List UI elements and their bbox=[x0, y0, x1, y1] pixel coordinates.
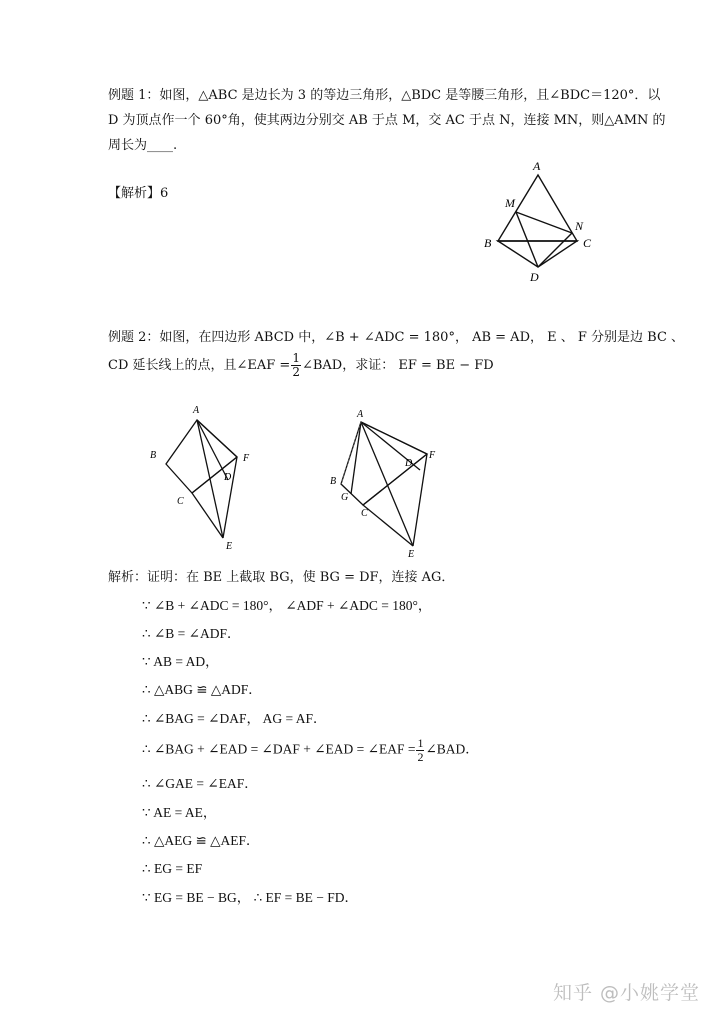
ex2-fig2-label: B bbox=[330, 476, 337, 487]
solution-step: ∵ AE = AE， bbox=[142, 805, 217, 820]
solution-step: ∴ ∠B = ∠ADF． bbox=[142, 626, 241, 641]
ex2-fig2-label: G bbox=[341, 492, 349, 503]
ex2-fig1-label: C bbox=[177, 496, 184, 507]
ex1-label: D bbox=[530, 270, 539, 284]
ex1-label: N bbox=[575, 219, 584, 233]
solution-step: ∵ AB = AD， bbox=[142, 654, 219, 669]
ex2-fig1-label: E bbox=[226, 541, 233, 552]
ex1-figure-lines bbox=[498, 175, 577, 267]
fraction-numerator: 1 bbox=[417, 736, 424, 750]
solution-step: ∴ △AEG ≌ △AEF． bbox=[142, 833, 260, 848]
fraction-half bbox=[416, 737, 424, 764]
ex2-question-part-b: ∠BAD，求证： EF = BE − FD bbox=[301, 358, 494, 373]
ex2-fig2-label: D bbox=[405, 458, 413, 469]
ex2-fig2-label: C bbox=[361, 508, 368, 519]
fraction-denominator: 2 bbox=[292, 365, 300, 379]
solution-step: ∵ ∠B + ∠ADC = 180°， ∠ADF + ∠ADC = 180°， bbox=[142, 598, 432, 613]
ex2-question-line2 bbox=[108, 352, 494, 379]
solution-step-6-text: ∴ ∠BAG + ∠EAD = ∠DAF + ∠EAD = ∠EAF = bbox=[142, 741, 416, 757]
ex2-fig2-label: F bbox=[429, 450, 436, 461]
ex2-figure1 bbox=[140, 398, 270, 558]
ex2-fig2-label: A bbox=[357, 409, 364, 420]
ex2-solution-intro: 解析：证明：在 BE 上截取 BG，使 BG = DF，连接 AG． bbox=[108, 570, 455, 585]
solution-step: ∴ ∠BAG = ∠DAF， AG = AF． bbox=[142, 711, 327, 726]
ex1-question-line3: 周长为____. bbox=[108, 138, 178, 153]
ex2-figure2 bbox=[320, 402, 450, 564]
watermark: 知乎 @小姚学堂 bbox=[553, 982, 701, 1004]
ex2-figure2-lines bbox=[341, 422, 427, 546]
solution-step-6-tail: ∠BAD． bbox=[425, 741, 479, 757]
ex1-question-line2: D 为顶点作一个 60°角，使其两边分别交 AB 于点 M，交 AC 于点 N，连接 MN，则△AMN 的 bbox=[108, 113, 666, 128]
ex1-label: M bbox=[505, 196, 515, 210]
ex2-question-line1: 例题 2：如图，在四边形 ABCD 中，∠B + ∠ADC = 180°， AB = AD， E 、 F 分别是边 BC 、 bbox=[108, 330, 685, 345]
ex1-figure bbox=[476, 155, 606, 290]
fraction-half bbox=[291, 352, 301, 379]
ex1-label: C bbox=[583, 236, 592, 250]
solution-step: ∴ EG = EF bbox=[142, 861, 203, 876]
ex2-fig1-label: F bbox=[243, 453, 250, 464]
solution-step: ∴ ∠GAE = ∠EAF． bbox=[142, 776, 258, 791]
ex2-question-part-a: CD 延长线上的点，且∠EAF = bbox=[108, 358, 291, 373]
solution-step-6 bbox=[142, 737, 479, 764]
fraction-numerator: 1 bbox=[292, 351, 300, 365]
ex2-fig1-label: B bbox=[150, 450, 157, 461]
ex2-fig1-label: A bbox=[193, 405, 200, 416]
ex1-label: B bbox=[484, 236, 492, 250]
ex1-answer: 【解析】6 bbox=[108, 186, 169, 201]
ex1-question-line1: 例题 1：如图，△ABC 是边长为 3 的等边三角形，△BDC 是等腰三角形，且∠BDC＝120°．以 bbox=[108, 88, 661, 103]
fraction-denominator: 2 bbox=[417, 750, 424, 764]
ex2-fig1-label: D bbox=[224, 472, 232, 483]
solution-step: ∵ EG = BE − BG， ∴ EF = BE − FD． bbox=[142, 890, 359, 905]
solution-step: ∴ △ABG ≌ △ADF． bbox=[142, 682, 262, 697]
ex2-fig2-label: E bbox=[408, 549, 415, 560]
ex1-label: A bbox=[533, 159, 541, 173]
